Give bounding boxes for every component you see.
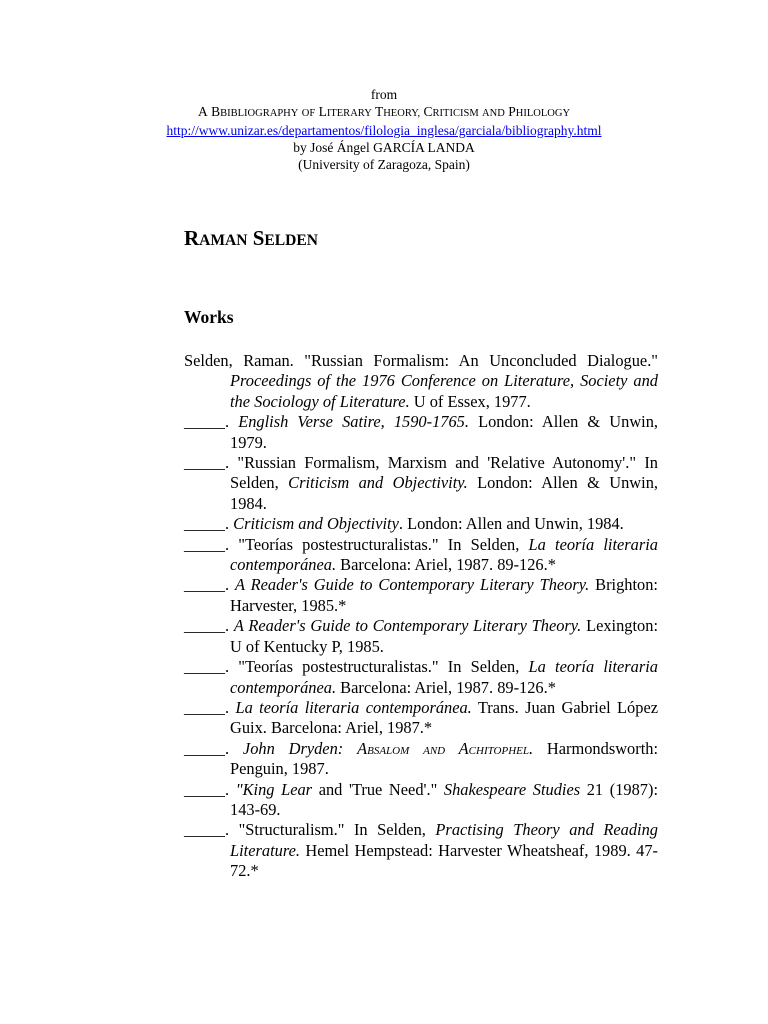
bibliography-entry bbox=[184, 412, 658, 453]
entry-text: A Reader's Guide to Contemporary Literary Theory. bbox=[233, 616, 582, 636]
bibliography-entry bbox=[184, 351, 658, 412]
entry-text: La teoría literaria contemporánea. bbox=[230, 657, 658, 697]
entry-text: Barcelona: Ariel, 1987. 89-126.* bbox=[336, 555, 556, 575]
bibliography-url-link[interactable]: http://www.unizar.es/departamentos/filologia_inglesa/garciala/bibliography.html bbox=[166, 123, 602, 138]
bibliography-entry bbox=[184, 616, 658, 657]
from-label: from bbox=[370, 87, 398, 102]
entry-text: . London: Allen and Unwin, 1984. bbox=[398, 514, 624, 534]
entry-text: Brighton: Harvester, 1985.* bbox=[230, 575, 658, 615]
bibliography-entry bbox=[184, 575, 658, 616]
bibliography-entry bbox=[184, 657, 658, 698]
entry-text: U of Essex, 1977. bbox=[409, 391, 531, 411]
entry-text: _____. bbox=[184, 697, 236, 717]
entry-text: _____. bbox=[184, 616, 234, 636]
entry-text: London: Allen & Unwin, 1984. bbox=[230, 473, 658, 513]
entry-text: "King Lear bbox=[235, 779, 313, 799]
entry-text: Absalom and Achitophel. bbox=[357, 738, 534, 758]
by-line: by José Ángel GARCÍA LANDA bbox=[293, 140, 475, 155]
entry-text: _____. bbox=[184, 514, 234, 534]
entry-text: London: Allen & Unwin, 1979. bbox=[230, 412, 659, 452]
entry-text: _____. "Teorías postestructuralistas." In Selden, bbox=[184, 657, 529, 677]
entry-text: Criticism and Objectivity. bbox=[288, 473, 468, 493]
entry-text: _____. bbox=[184, 575, 235, 595]
entry-text: Trans. Juan Gabriel López Guix. Barcelona: Ariel, 1987.* bbox=[230, 697, 659, 738]
entry-text: _____. "Russian Formalism, Marxism and 'Relative Autonomy'." In Selden, bbox=[184, 453, 658, 493]
entry-text: Criticism and Objectivity bbox=[233, 514, 399, 534]
source-header bbox=[0, 86, 768, 173]
bibliography-entries bbox=[184, 351, 658, 882]
entry-text: Shakespeare Studies bbox=[443, 779, 581, 799]
bibliography-entry bbox=[184, 535, 658, 576]
entry-text: Hemel Hempstead: Harvester Wheatsheaf, 1989. 47-72.* bbox=[230, 840, 658, 881]
bibliography-entry bbox=[184, 820, 658, 881]
entry-text: Harmondsworth: Penguin, 1987. bbox=[230, 738, 658, 779]
bibliography-entry bbox=[184, 453, 658, 514]
entry-text: A Reader's Guide to Contemporary Literary Theory. bbox=[235, 575, 590, 595]
entry-text: Barcelona: Ariel, 1987. 89-126.* bbox=[336, 677, 556, 697]
entry-text: Lexington: U of Kentucky P, 1985. bbox=[230, 616, 658, 656]
entry-text: 21 (1987): 143-69. bbox=[230, 779, 658, 819]
entry-text: and 'True Need'." bbox=[312, 779, 444, 799]
entry-text: _____. "Teorías postestructuralistas." In Selden, bbox=[184, 534, 529, 554]
entry-text: Selden, Raman. "Russian Formalism: An Unconcluded Dialogue." bbox=[184, 351, 658, 370]
entry-text: La teoría literaria contemporánea. bbox=[230, 534, 658, 575]
bibliography-entry bbox=[184, 739, 658, 780]
bibliography-entry bbox=[184, 780, 658, 821]
entry-text: _____. bbox=[184, 738, 243, 758]
university-line: (University of Zaragoza, Spain) bbox=[298, 157, 470, 172]
entry-text: La teoría literaria contemporánea. bbox=[235, 697, 472, 717]
section-heading: Works bbox=[184, 307, 234, 327]
author-heading: RAMAN SELDEN bbox=[184, 226, 318, 250]
entry-text: _____. "Structuralism." In Selden, bbox=[184, 820, 436, 840]
bibliography-title: A BBIBLIOGRAPHY OF LITERARY THEORY, CRITICISM AND PHILOLOGY bbox=[197, 104, 571, 119]
bibliography-entry bbox=[184, 514, 658, 534]
entry-text: Proceedings of the 1976 Conference on Literature, Society and the Sociology of Literature. bbox=[230, 371, 658, 411]
entry-text: _____. bbox=[184, 412, 239, 432]
entry-text: English Verse Satire, 1590-1765. bbox=[238, 412, 469, 432]
entry-text: John Dryden: bbox=[242, 738, 358, 758]
bibliography-entry bbox=[184, 698, 658, 739]
entry-text: _____. bbox=[184, 779, 236, 799]
entry-text: Practising Theory and Reading Literature. bbox=[230, 820, 658, 860]
